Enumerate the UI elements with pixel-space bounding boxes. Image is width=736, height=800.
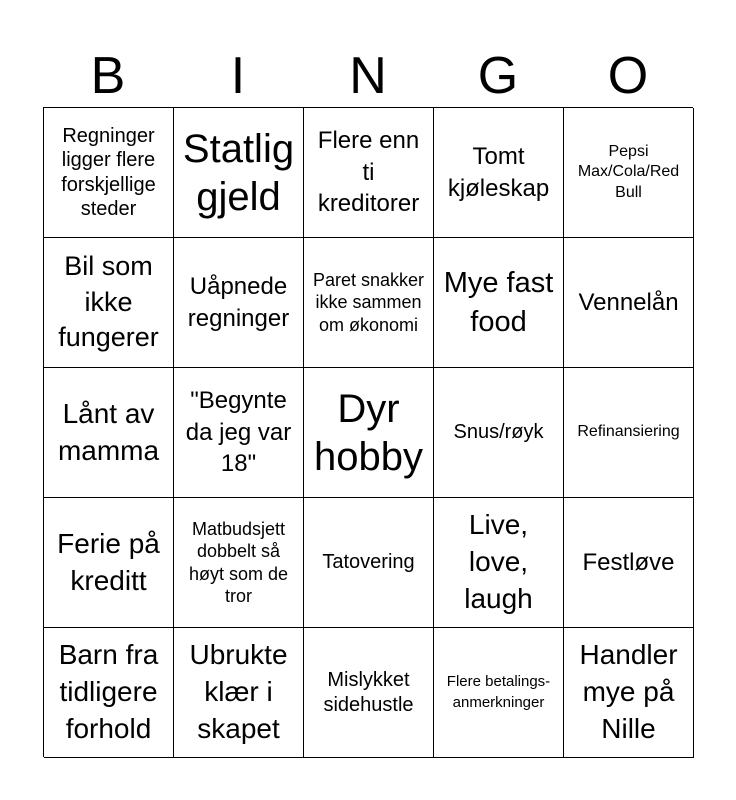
bingo-cell[interactable]: [44, 368, 174, 498]
cell-text: Dyr hobby: [314, 386, 423, 479]
header-letter-i: I: [230, 47, 246, 105]
cell-text: Pepsi Max/Cola/Red Bull: [577, 142, 680, 201]
bingo-cell[interactable]: [434, 498, 564, 628]
cell-text: Ferie på kreditt: [57, 527, 160, 596]
cell-text: Tatovering: [322, 551, 415, 574]
header-letter-o: O: [607, 47, 649, 105]
bingo-cell[interactable]: [174, 628, 304, 758]
cell-text: "Begynte da jeg var 18": [185, 386, 292, 478]
bingo-cell[interactable]: [434, 238, 564, 368]
bingo-cell[interactable]: [564, 498, 694, 628]
cell-text: Regninger ligger flere forskjellige steder: [61, 124, 156, 220]
cell-text: Ubrukte klær i skapet: [189, 639, 288, 744]
header-letter-n: N: [349, 47, 387, 105]
cell-text: Uåpnede regninger: [187, 272, 290, 332]
bingo-cell[interactable]: [174, 368, 304, 498]
cell-text: Snus/røyk: [453, 421, 544, 444]
cell-text: Mye fast food: [443, 267, 554, 338]
bingo-header: [43, 40, 693, 108]
cell-text: Handler mye på Nille: [579, 639, 678, 744]
bingo-cell[interactable]: [44, 628, 174, 758]
bingo-cell[interactable]: [304, 368, 434, 498]
bingo-cell[interactable]: [304, 628, 434, 758]
cell-text: Mislykket sidehustle: [323, 669, 414, 716]
cell-text: Lånt av mamma: [57, 397, 160, 466]
bingo-cell[interactable]: [304, 498, 434, 628]
cell-text: Statlig gjeld: [182, 126, 295, 219]
bingo-cell[interactable]: [44, 498, 174, 628]
cell-text: Bil som ikke fungerer: [58, 251, 159, 353]
cell-text: Paret snakker ikke sammen om økonomi: [312, 269, 425, 335]
bingo-cell[interactable]: [564, 108, 694, 238]
cell-text: Vennelån: [578, 288, 679, 316]
bingo-cell[interactable]: [304, 108, 434, 238]
bingo-cell[interactable]: [434, 628, 564, 758]
cell-text: Tomt kjøleskap: [447, 142, 550, 202]
bingo-cell[interactable]: [174, 238, 304, 368]
header-letter-b: B: [90, 47, 126, 105]
bingo-cell[interactable]: [174, 498, 304, 628]
bingo-cell[interactable]: [44, 238, 174, 368]
bingo-cell[interactable]: [304, 238, 434, 368]
cell-text: Flere betalings-anmerkninger: [446, 673, 551, 711]
cell-text: Live, love, laugh: [464, 509, 533, 614]
cell-text: Matbudsjett dobbelt så høyt som de tror: [188, 518, 289, 606]
bingo-cell[interactable]: [434, 368, 564, 498]
bingo-cell[interactable]: [564, 628, 694, 758]
bingo-card: [43, 107, 693, 757]
cell-text: Festløve: [582, 548, 675, 576]
header-letter-g: G: [477, 47, 519, 105]
bingo-cell[interactable]: [44, 108, 174, 238]
bingo-cell[interactable]: [434, 108, 564, 238]
bingo-cell[interactable]: [174, 108, 304, 238]
cell-text: Barn fra tidligere forhold: [58, 639, 159, 744]
cell-text: Flere enn ti kreditorer: [317, 126, 420, 218]
bingo-cell[interactable]: [564, 238, 694, 368]
cell-text: Refinansiering: [577, 423, 680, 441]
bingo-cell[interactable]: [564, 368, 694, 498]
